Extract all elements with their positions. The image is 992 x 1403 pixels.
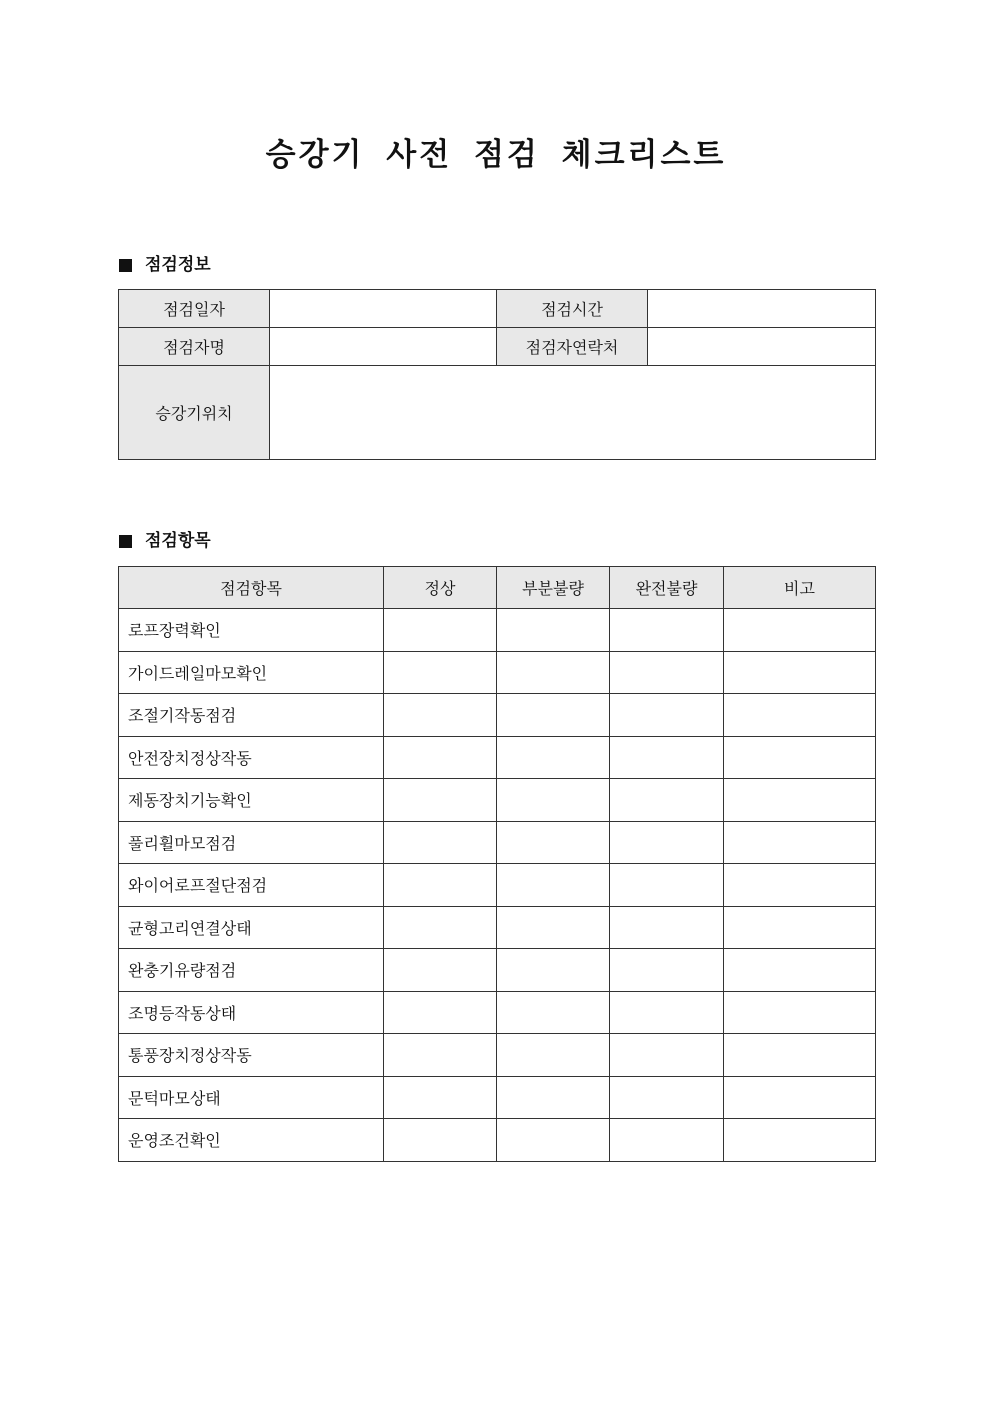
- column-header-remarks: 비고: [724, 567, 876, 609]
- column-header-item: 점검항목: [119, 567, 384, 609]
- partial-defect-check-cell[interactable]: [497, 1119, 610, 1162]
- remarks-cell[interactable]: [724, 991, 876, 1034]
- normal-check-cell[interactable]: [384, 609, 497, 652]
- table-row: [119, 991, 876, 1034]
- inspector-contact-label: 점검자연락처: [497, 328, 648, 366]
- inspection-item-name: 운영조건확인: [119, 1119, 384, 1162]
- total-defect-check-cell[interactable]: [610, 1034, 724, 1077]
- partial-defect-check-cell[interactable]: [497, 821, 610, 864]
- normal-check-cell[interactable]: [384, 821, 497, 864]
- total-defect-check-cell[interactable]: [610, 991, 724, 1034]
- inspector-name-field[interactable]: [270, 328, 497, 366]
- inspection-item-name: 안전장치정상작동: [119, 736, 384, 779]
- table-row: [119, 949, 876, 992]
- total-defect-check-cell[interactable]: [610, 609, 724, 652]
- normal-check-cell[interactable]: [384, 694, 497, 737]
- remarks-cell[interactable]: [724, 779, 876, 822]
- total-defect-check-cell[interactable]: [610, 694, 724, 737]
- inspection-item-name: 풀리휠마모점검: [119, 821, 384, 864]
- partial-defect-check-cell[interactable]: [497, 1076, 610, 1119]
- total-defect-check-cell[interactable]: [610, 1119, 724, 1162]
- total-defect-check-cell[interactable]: [610, 906, 724, 949]
- partial-defect-check-cell[interactable]: [497, 949, 610, 992]
- partial-defect-check-cell[interactable]: [497, 779, 610, 822]
- partial-defect-check-cell[interactable]: [497, 991, 610, 1034]
- column-header-normal: 정상: [384, 567, 497, 609]
- inspection-item-name: 통풍장치정상작동: [119, 1034, 384, 1077]
- normal-check-cell[interactable]: [384, 864, 497, 907]
- table-row: [119, 1119, 876, 1162]
- column-header-partial-defect: 부분불량: [497, 567, 610, 609]
- total-defect-check-cell[interactable]: [610, 779, 724, 822]
- normal-check-cell[interactable]: [384, 991, 497, 1034]
- inspection-info-table: [118, 289, 876, 460]
- remarks-cell[interactable]: [724, 821, 876, 864]
- table-row: [119, 1034, 876, 1077]
- inspection-item-name: 조절기작동점검: [119, 694, 384, 737]
- table-row: [119, 779, 876, 822]
- remarks-cell[interactable]: [724, 736, 876, 779]
- items-table-body: [119, 609, 876, 1162]
- total-defect-check-cell[interactable]: [610, 736, 724, 779]
- table-row: [119, 609, 876, 652]
- remarks-cell[interactable]: [724, 1119, 876, 1162]
- total-defect-check-cell[interactable]: [610, 1076, 724, 1119]
- inspection-items-table: [118, 566, 876, 1162]
- partial-defect-check-cell[interactable]: [497, 651, 610, 694]
- remarks-cell[interactable]: [724, 609, 876, 652]
- inspection-item-name: 가이드레일마모확인: [119, 651, 384, 694]
- table-row: [119, 1076, 876, 1119]
- normal-check-cell[interactable]: [384, 1119, 497, 1162]
- inspection-item-name: 균형고리연결상태: [119, 906, 384, 949]
- square-bullet-icon: [119, 259, 132, 272]
- normal-check-cell[interactable]: [384, 906, 497, 949]
- inspection-time-field[interactable]: [648, 290, 876, 328]
- inspection-item-name: 조명등작동상태: [119, 991, 384, 1034]
- table-row: [119, 906, 876, 949]
- info-row-date-time: [119, 290, 876, 328]
- remarks-cell[interactable]: [724, 694, 876, 737]
- total-defect-check-cell[interactable]: [610, 949, 724, 992]
- table-row: [119, 651, 876, 694]
- inspection-item-name: 완충기유량점검: [119, 949, 384, 992]
- section-heading-inspection-items: [119, 530, 211, 552]
- inspection-time-label: 점검시간: [497, 290, 648, 328]
- inspector-contact-field[interactable]: [648, 328, 876, 366]
- normal-check-cell[interactable]: [384, 1076, 497, 1119]
- total-defect-check-cell[interactable]: [610, 821, 724, 864]
- inspection-item-name: 와이어로프절단점검: [119, 864, 384, 907]
- square-bullet-icon: [119, 535, 132, 548]
- section-heading-inspection-info: [119, 254, 211, 276]
- total-defect-check-cell[interactable]: [610, 651, 724, 694]
- table-row: [119, 821, 876, 864]
- partial-defect-check-cell[interactable]: [497, 864, 610, 907]
- section-heading-label: 점검항목: [145, 531, 211, 551]
- normal-check-cell[interactable]: [384, 779, 497, 822]
- normal-check-cell[interactable]: [384, 949, 497, 992]
- partial-defect-check-cell[interactable]: [497, 906, 610, 949]
- elevator-location-field[interactable]: [270, 366, 876, 460]
- partial-defect-check-cell[interactable]: [497, 694, 610, 737]
- inspection-date-field[interactable]: [270, 290, 497, 328]
- normal-check-cell[interactable]: [384, 736, 497, 779]
- total-defect-check-cell[interactable]: [610, 864, 724, 907]
- document-title: 승강기 사전 점검 체크리스트: [265, 137, 727, 173]
- partial-defect-check-cell[interactable]: [497, 609, 610, 652]
- inspection-item-name: 문턱마모상태: [119, 1076, 384, 1119]
- remarks-cell[interactable]: [724, 949, 876, 992]
- inspection-item-name: 제동장치기능확인: [119, 779, 384, 822]
- inspection-item-name: 로프장력확인: [119, 609, 384, 652]
- table-row: [119, 864, 876, 907]
- column-header-total-defect: 완전불량: [610, 567, 724, 609]
- remarks-cell[interactable]: [724, 1034, 876, 1077]
- table-row: [119, 694, 876, 737]
- remarks-cell[interactable]: [724, 1076, 876, 1119]
- partial-defect-check-cell[interactable]: [497, 1034, 610, 1077]
- info-row-location: [119, 366, 876, 460]
- table-row: [119, 736, 876, 779]
- remarks-cell[interactable]: [724, 906, 876, 949]
- remarks-cell[interactable]: [724, 651, 876, 694]
- inspection-date-label: 점검일자: [119, 290, 270, 328]
- remarks-cell[interactable]: [724, 864, 876, 907]
- info-row-inspector: [119, 328, 876, 366]
- normal-check-cell[interactable]: [384, 651, 497, 694]
- section-heading-label: 점검정보: [145, 255, 211, 275]
- partial-defect-check-cell[interactable]: [497, 736, 610, 779]
- items-header-row: [119, 567, 876, 609]
- normal-check-cell[interactable]: [384, 1034, 497, 1077]
- inspector-name-label: 점검자명: [119, 328, 270, 366]
- elevator-location-label: 승강기위치: [119, 366, 270, 460]
